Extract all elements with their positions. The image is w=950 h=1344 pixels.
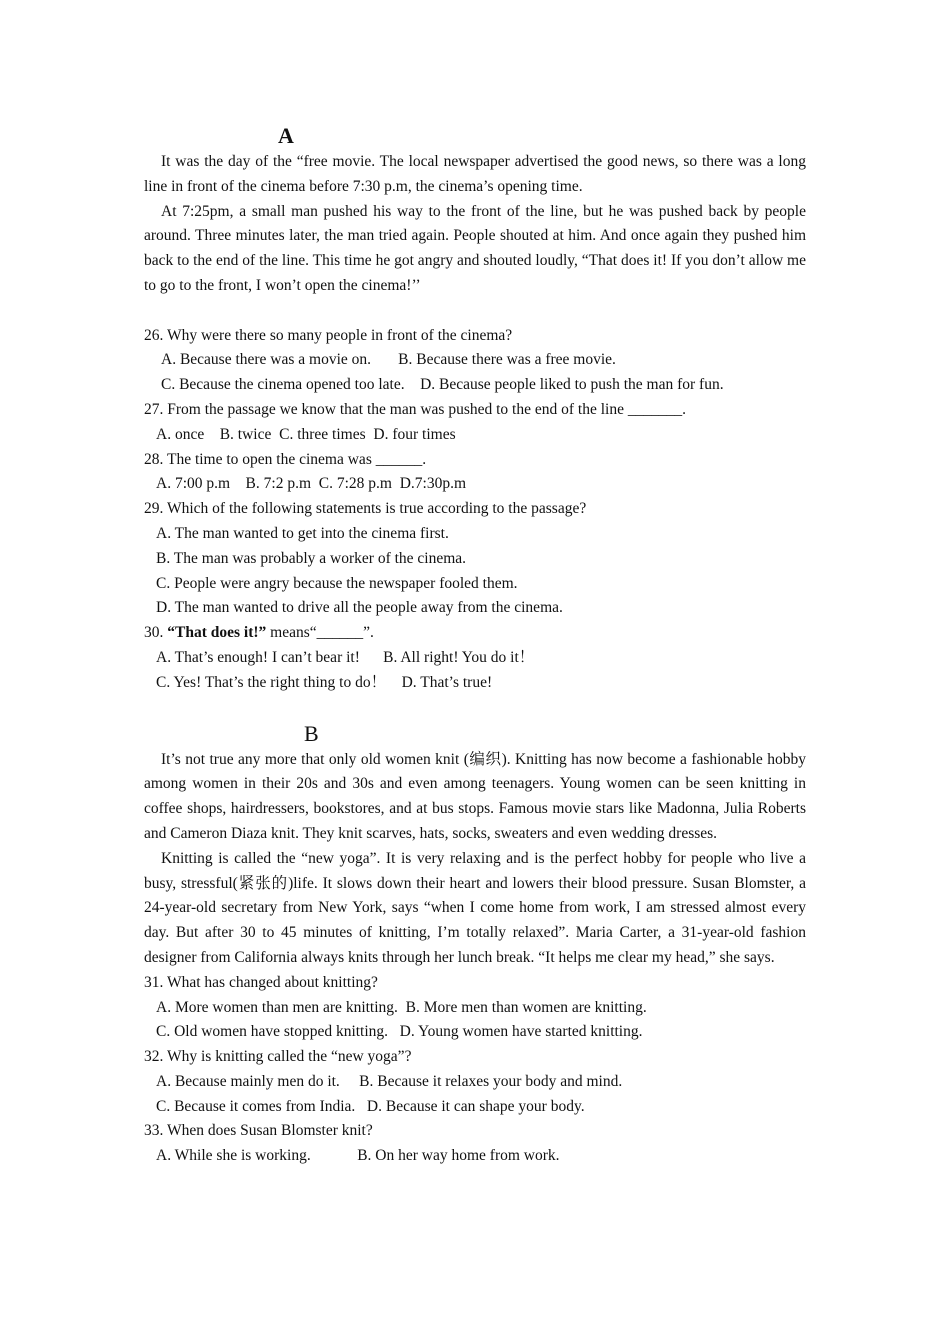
question-33-options-ab: A. While she is working. B. On her way home from work. xyxy=(156,1147,560,1165)
section-a-paragraph-1: It was the day of the “free movie. The local newspaper advertised the good news, so there was a long line in front of the cinema before 7:30 p.m, the cinema’s opening time. xyxy=(144,153,806,195)
question-27: 27. From the passage we know that the man was pushed to the end of the line _______. xyxy=(144,400,686,418)
question-28: 28. The time to open the cinema was ______. xyxy=(144,450,427,468)
question-29-option-b: B. The man was probably a worker of the cinema. xyxy=(156,549,467,567)
question-30 xyxy=(144,621,806,646)
question-31-options-cd: C. Old women have stopped knitting. D. Young women have started knitting. xyxy=(156,1023,643,1041)
question-30-options-ab: A. That’s enough! I can’t bear it! B. All right! You do it！ xyxy=(156,648,535,666)
question-29-option-d: D. The man wanted to drive all the people away from the cinema. xyxy=(156,599,563,617)
exam-page xyxy=(144,122,806,1169)
spacer xyxy=(144,299,806,324)
question-32-options-cd: C. Because it comes from India. D. Because it can shape your body. xyxy=(156,1097,585,1115)
section-b-paragraph-1: It’s not true any more that only old women knit (编织). Knitting has now become a fashionable hobby among women in their 20s and 30s and even among teenagers. Young women can be seen knitting in coffee shops, hairdressers, bookstores, and at bus stops. Famous movie stars like Madonna, Julia Roberts and Cameron Diaza knit. They knit scarves, hats, socks, sweaters and even wedding dresses. xyxy=(144,750,806,842)
question-29: 29. Which of the following statements is true according to the passage? xyxy=(144,500,587,518)
question-29-option-a: A. The man wanted to get into the cinema first. xyxy=(156,524,449,542)
question-31-options-ab: A. More women than men are knitting. B. More men than women are knitting. xyxy=(156,998,647,1016)
question-31: 31. What has changed about knitting? xyxy=(144,973,378,991)
question-30-quote: “That does it!” xyxy=(167,624,267,642)
question-29-option-c: C. People were angry because the newspaper fooled them. xyxy=(156,574,518,592)
question-33: 33. When does Susan Blomster knit? xyxy=(144,1122,373,1140)
question-27-options: A. once B. twice C. three times D. four times xyxy=(156,425,456,443)
section-a-heading: A xyxy=(278,123,294,148)
question-28-options: A. 7:00 p.m B. 7:2 p.m C. 7:28 p.m D.7:30p.m xyxy=(156,475,467,493)
section-b-paragraph-2: Knitting is called the “new yoga”. It is very relaxing and is the perfect hobby for people who live a busy, stressful(紧张的)life. It slows down their heart and lowers their blood pressure. Susan Blomster, a 24-year-old secretary from New York, says “when I come home from work, I am stressed almost every day. But after 30 to 45 minutes of knitting, I’m totally relaxed”. Maria Carter, a 31-year-old fashion designer from California always knits through her lunch break. “It helps me clear my head,” she says. xyxy=(144,849,806,966)
question-30-number: 30. xyxy=(144,624,168,642)
section-b-heading: B xyxy=(304,720,319,746)
question-30-options-cd: C. Yes! That’s the right thing to do！ D. That’s true! xyxy=(156,673,493,691)
question-26: 26. Why were there so many people in front of the cinema? xyxy=(144,326,513,344)
section-a-paragraph-2: At 7:25pm, a small man pushed his way to the front of the line, but he was pushed back by people around. Three minutes later, the man tried again. People shouted at him. And once again they pushed him back to the end of the line. This time he got angry and shouted loudly, “That does it! If you don’t allow me to go to the front, I won’t open the cinema!’’ xyxy=(144,202,806,294)
question-32: 32. Why is knitting called the “new yoga”? xyxy=(144,1048,412,1066)
question-26-options-cd: C. Because the cinema opened too late. D. Because people liked to push the man for fun. xyxy=(161,376,724,394)
question-32-options-ab: A. Because mainly men do it. B. Because it relaxes your body and mind. xyxy=(156,1072,623,1090)
question-30-suffix: means“______”. xyxy=(266,624,374,642)
question-26-options-ab: A. Because there was a movie on. B. Because there was a free movie. xyxy=(161,351,616,369)
